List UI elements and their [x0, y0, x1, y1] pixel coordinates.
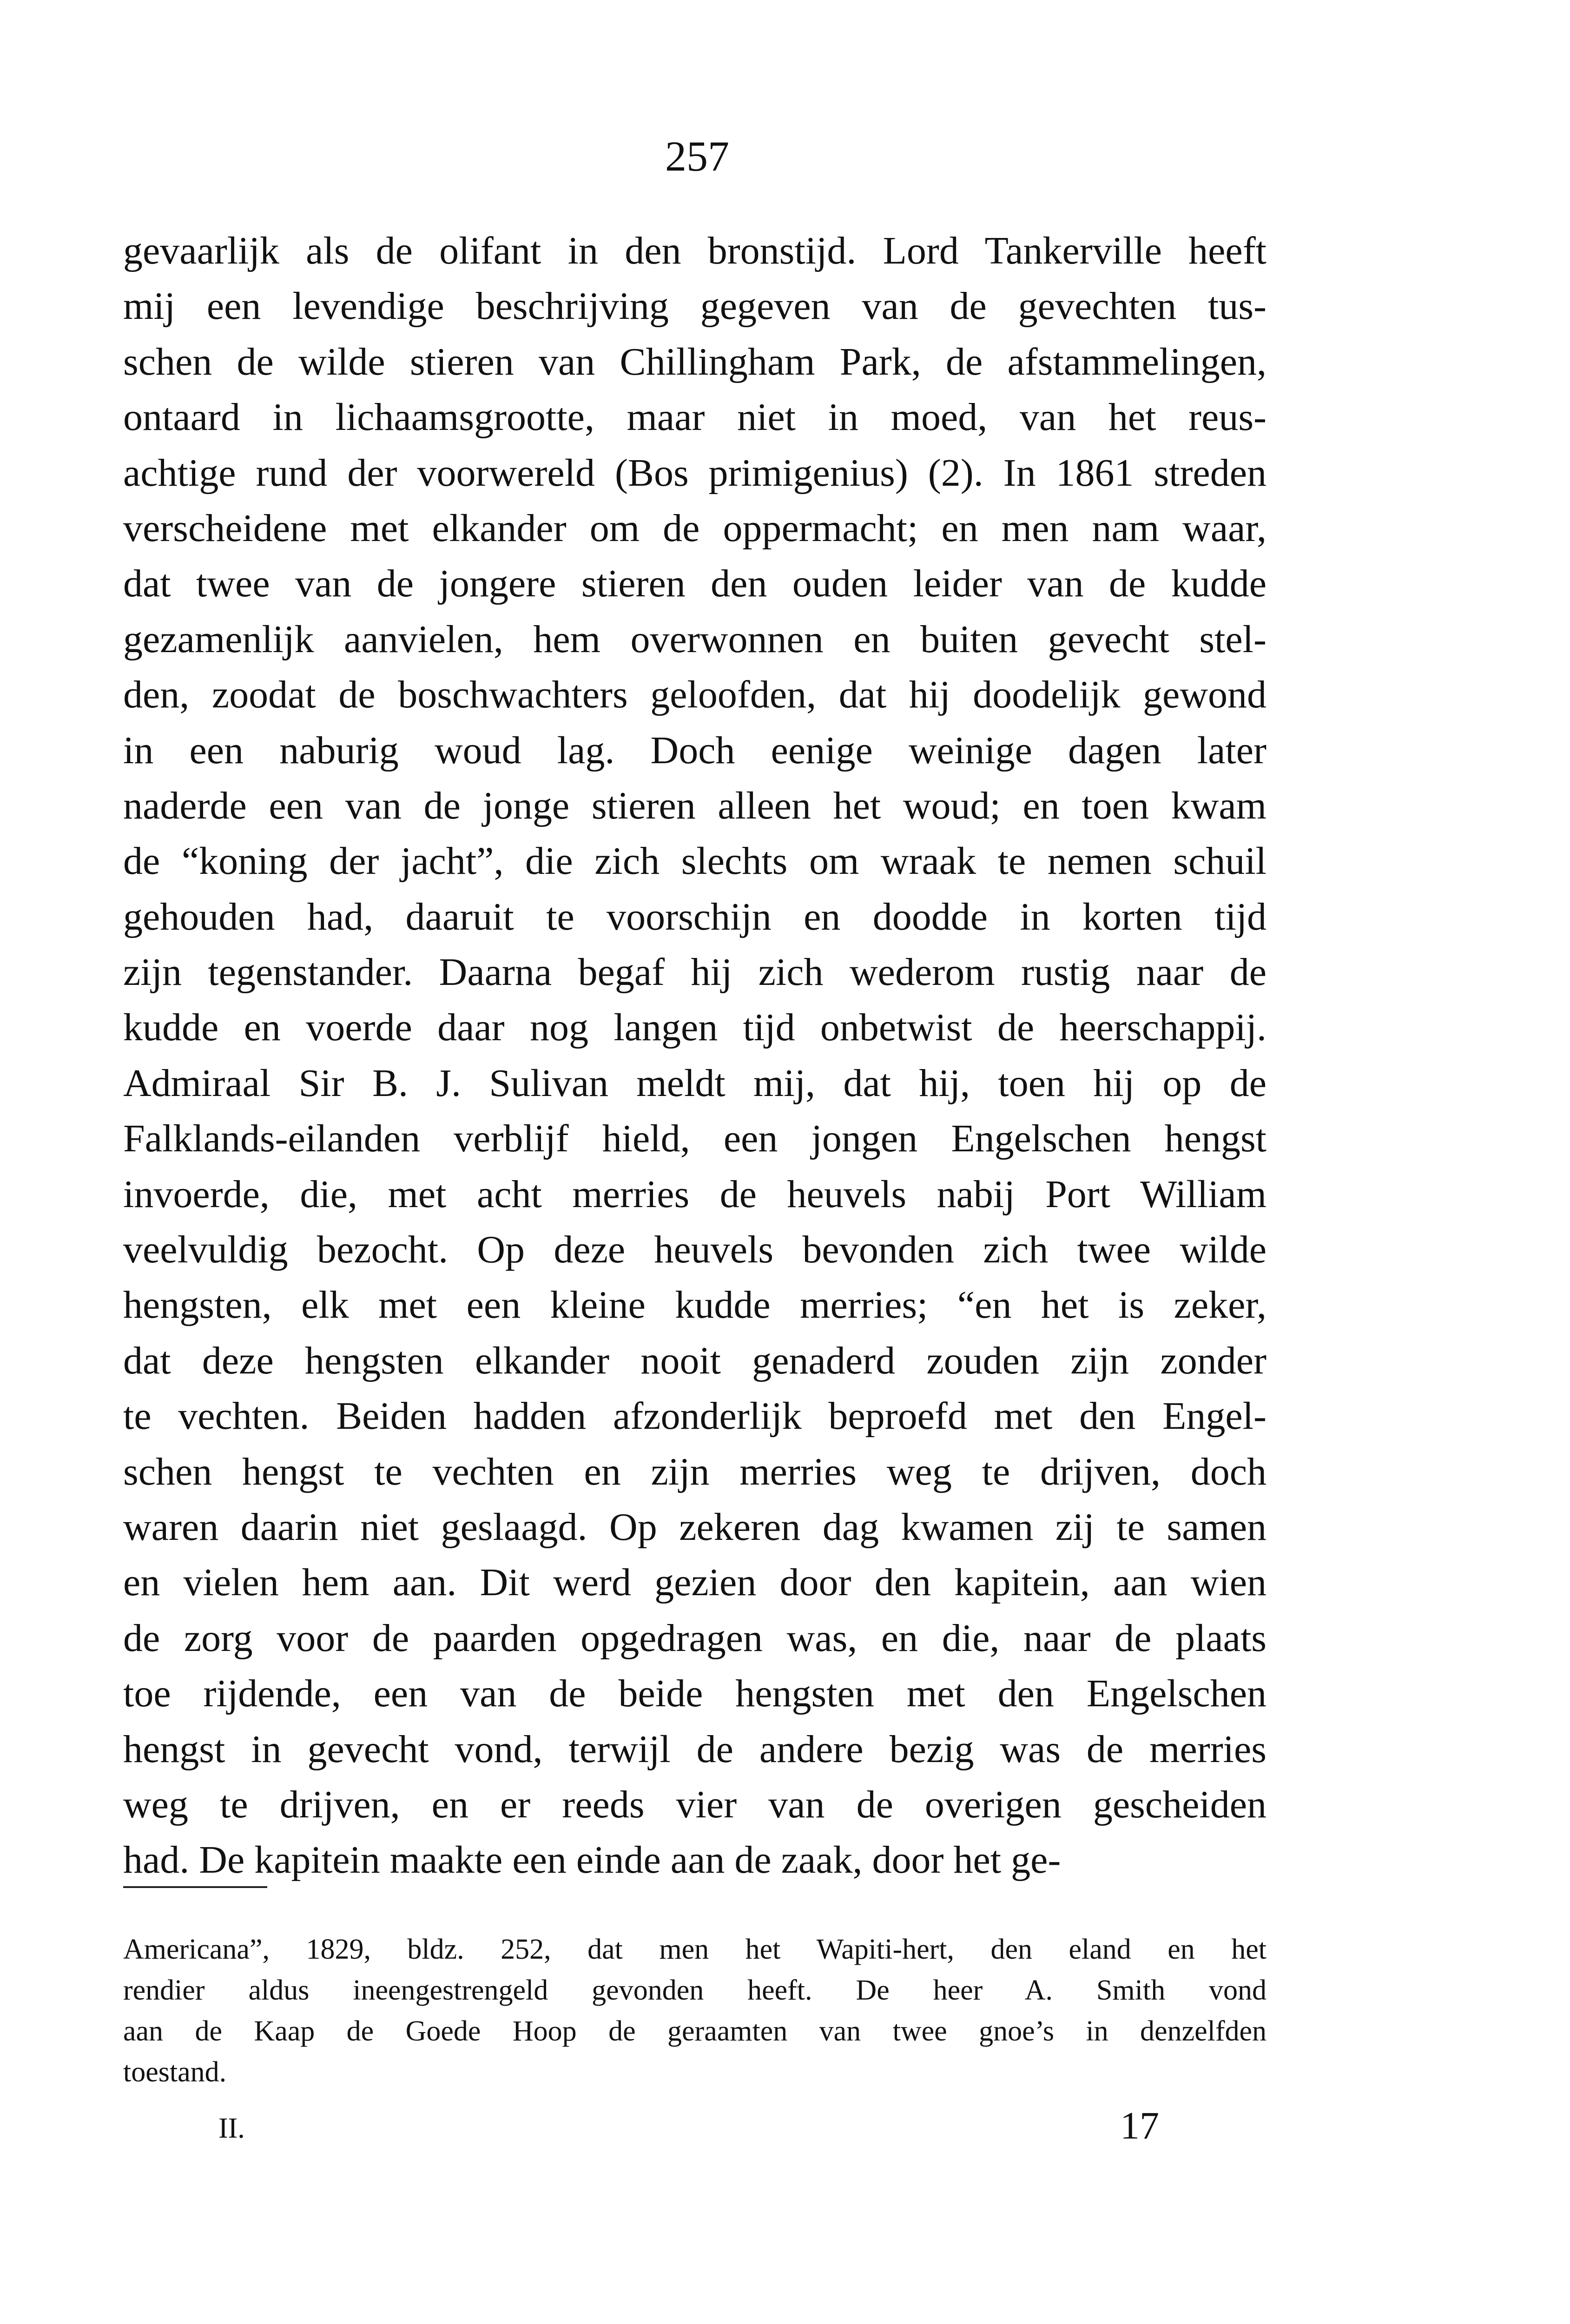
text-line: ontaard in lichaamsgrootte, maar niet in moed, van het reus- [123, 396, 1267, 439]
text-line: naderde een van de jonge stieren alleen het woud; en toen kwam [123, 784, 1267, 827]
text-line: weg te drijven, en er reeds vier van de overigen gescheiden [123, 1783, 1267, 1826]
text-line: dat twee van de jongere stieren den ouden leider van de kudde [123, 562, 1267, 606]
text-line: had. De kapitein maakte een einde aan de zaak, door het ge- [123, 1838, 1061, 1882]
footnote-line: rendier aldus ineengestrengeld gevonden heeft. De heer A. Smith vond [123, 1974, 1267, 2006]
text-line: dat deze hengsten elkander nooit genaderd zouden zijn zonder [123, 1339, 1267, 1382]
text-line: gehouden had, daaruit te voorschijn en doodde in korten tijd [123, 895, 1267, 938]
page-number: 257 [665, 132, 729, 180]
text-line: zijn tegenstander. Daarna begaf hij zich wederom rustig naar de [123, 951, 1267, 994]
footnote-line: aan de Kaap de Goede Hoop de geraamten van twee gnoe’s in denzelfden [123, 2015, 1267, 2047]
footnote-separator [123, 1886, 267, 1888]
text-line: achtige rund der voorwereld (Bos primigenius) (2). In 1861 streden [123, 451, 1267, 495]
footnote [123, 1929, 1267, 2093]
text-line: de zorg voor de paarden opgedragen was, en die, naar de plaats [123, 1616, 1267, 1660]
signature-mark: II. [218, 2113, 245, 2144]
text-line: gezamenlijk aanvielen, hem overwonnen en buiten gevecht stel- [123, 617, 1267, 661]
text-line: veelvuldig bezocht. Op deze heuvels bevonden zich twee wilde [123, 1228, 1267, 1272]
text-line: Admiraal Sir B. J. Sulivan meldt mij, dat hij, toen hij op de [123, 1061, 1267, 1105]
sheet-number: 17 [1120, 2104, 1159, 2147]
text-line: schen hengst te vechten en zijn merries weg te drijven, doch [123, 1450, 1267, 1493]
text-line: waren daarin niet geslaagd. Op zekeren dag kwamen zij te samen [123, 1505, 1267, 1549]
footnote-line: Americana”, 1829, bldz. 252, dat men het Wapiti-hert, den eland en het [123, 1934, 1267, 1965]
text-line: kudde en voerde daar nog langen tijd onbetwist de heerschappij. [123, 1006, 1267, 1050]
text-line: mij een levendige beschrijving gegeven van de gevechten tus- [123, 284, 1267, 328]
text-line: invoerde, die, met acht merries de heuvels nabij Port William [123, 1172, 1267, 1216]
text-line: verscheidene met elkander om de oppermacht; en men nam waar, [123, 506, 1267, 550]
text-line: gevaarlijk als de olifant in den bronstijd. Lord Tankerville heeft [123, 229, 1267, 272]
text-line: hengst in gevecht vond, terwijl de andere bezig was de merries [123, 1727, 1267, 1771]
text-line: in een naburig woud lag. Doch eenige weinige dagen later [123, 728, 1267, 772]
text-line: Falklands-eilanden verblijf hield, een jongen Engelschen hengst [123, 1117, 1267, 1161]
text-line: en vielen hem aan. Dit werd gezien door den kapitein, aan wien [123, 1561, 1267, 1604]
text-line: den, zoodat de boschwachters geloofden, dat hij doodelijk gewond [123, 673, 1267, 717]
text-line: schen de wilde stieren van Chillingham Park, de afstammelingen, [123, 340, 1267, 383]
text-line: te vechten. Beiden hadden afzonderlijk beproefd met den Engel- [123, 1394, 1267, 1438]
footnote-line: toestand. [123, 2056, 227, 2088]
text-line: toe rijdende, een van de beide hengsten met den Engelschen [123, 1672, 1267, 1716]
text-line: de “koning der jacht”, die zich slechts om wraak te nemen schuil [123, 839, 1267, 883]
text-line: hengsten, elk met een kleine kudde merries; “en het is zeker, [123, 1283, 1267, 1327]
body-text [123, 223, 1267, 1888]
